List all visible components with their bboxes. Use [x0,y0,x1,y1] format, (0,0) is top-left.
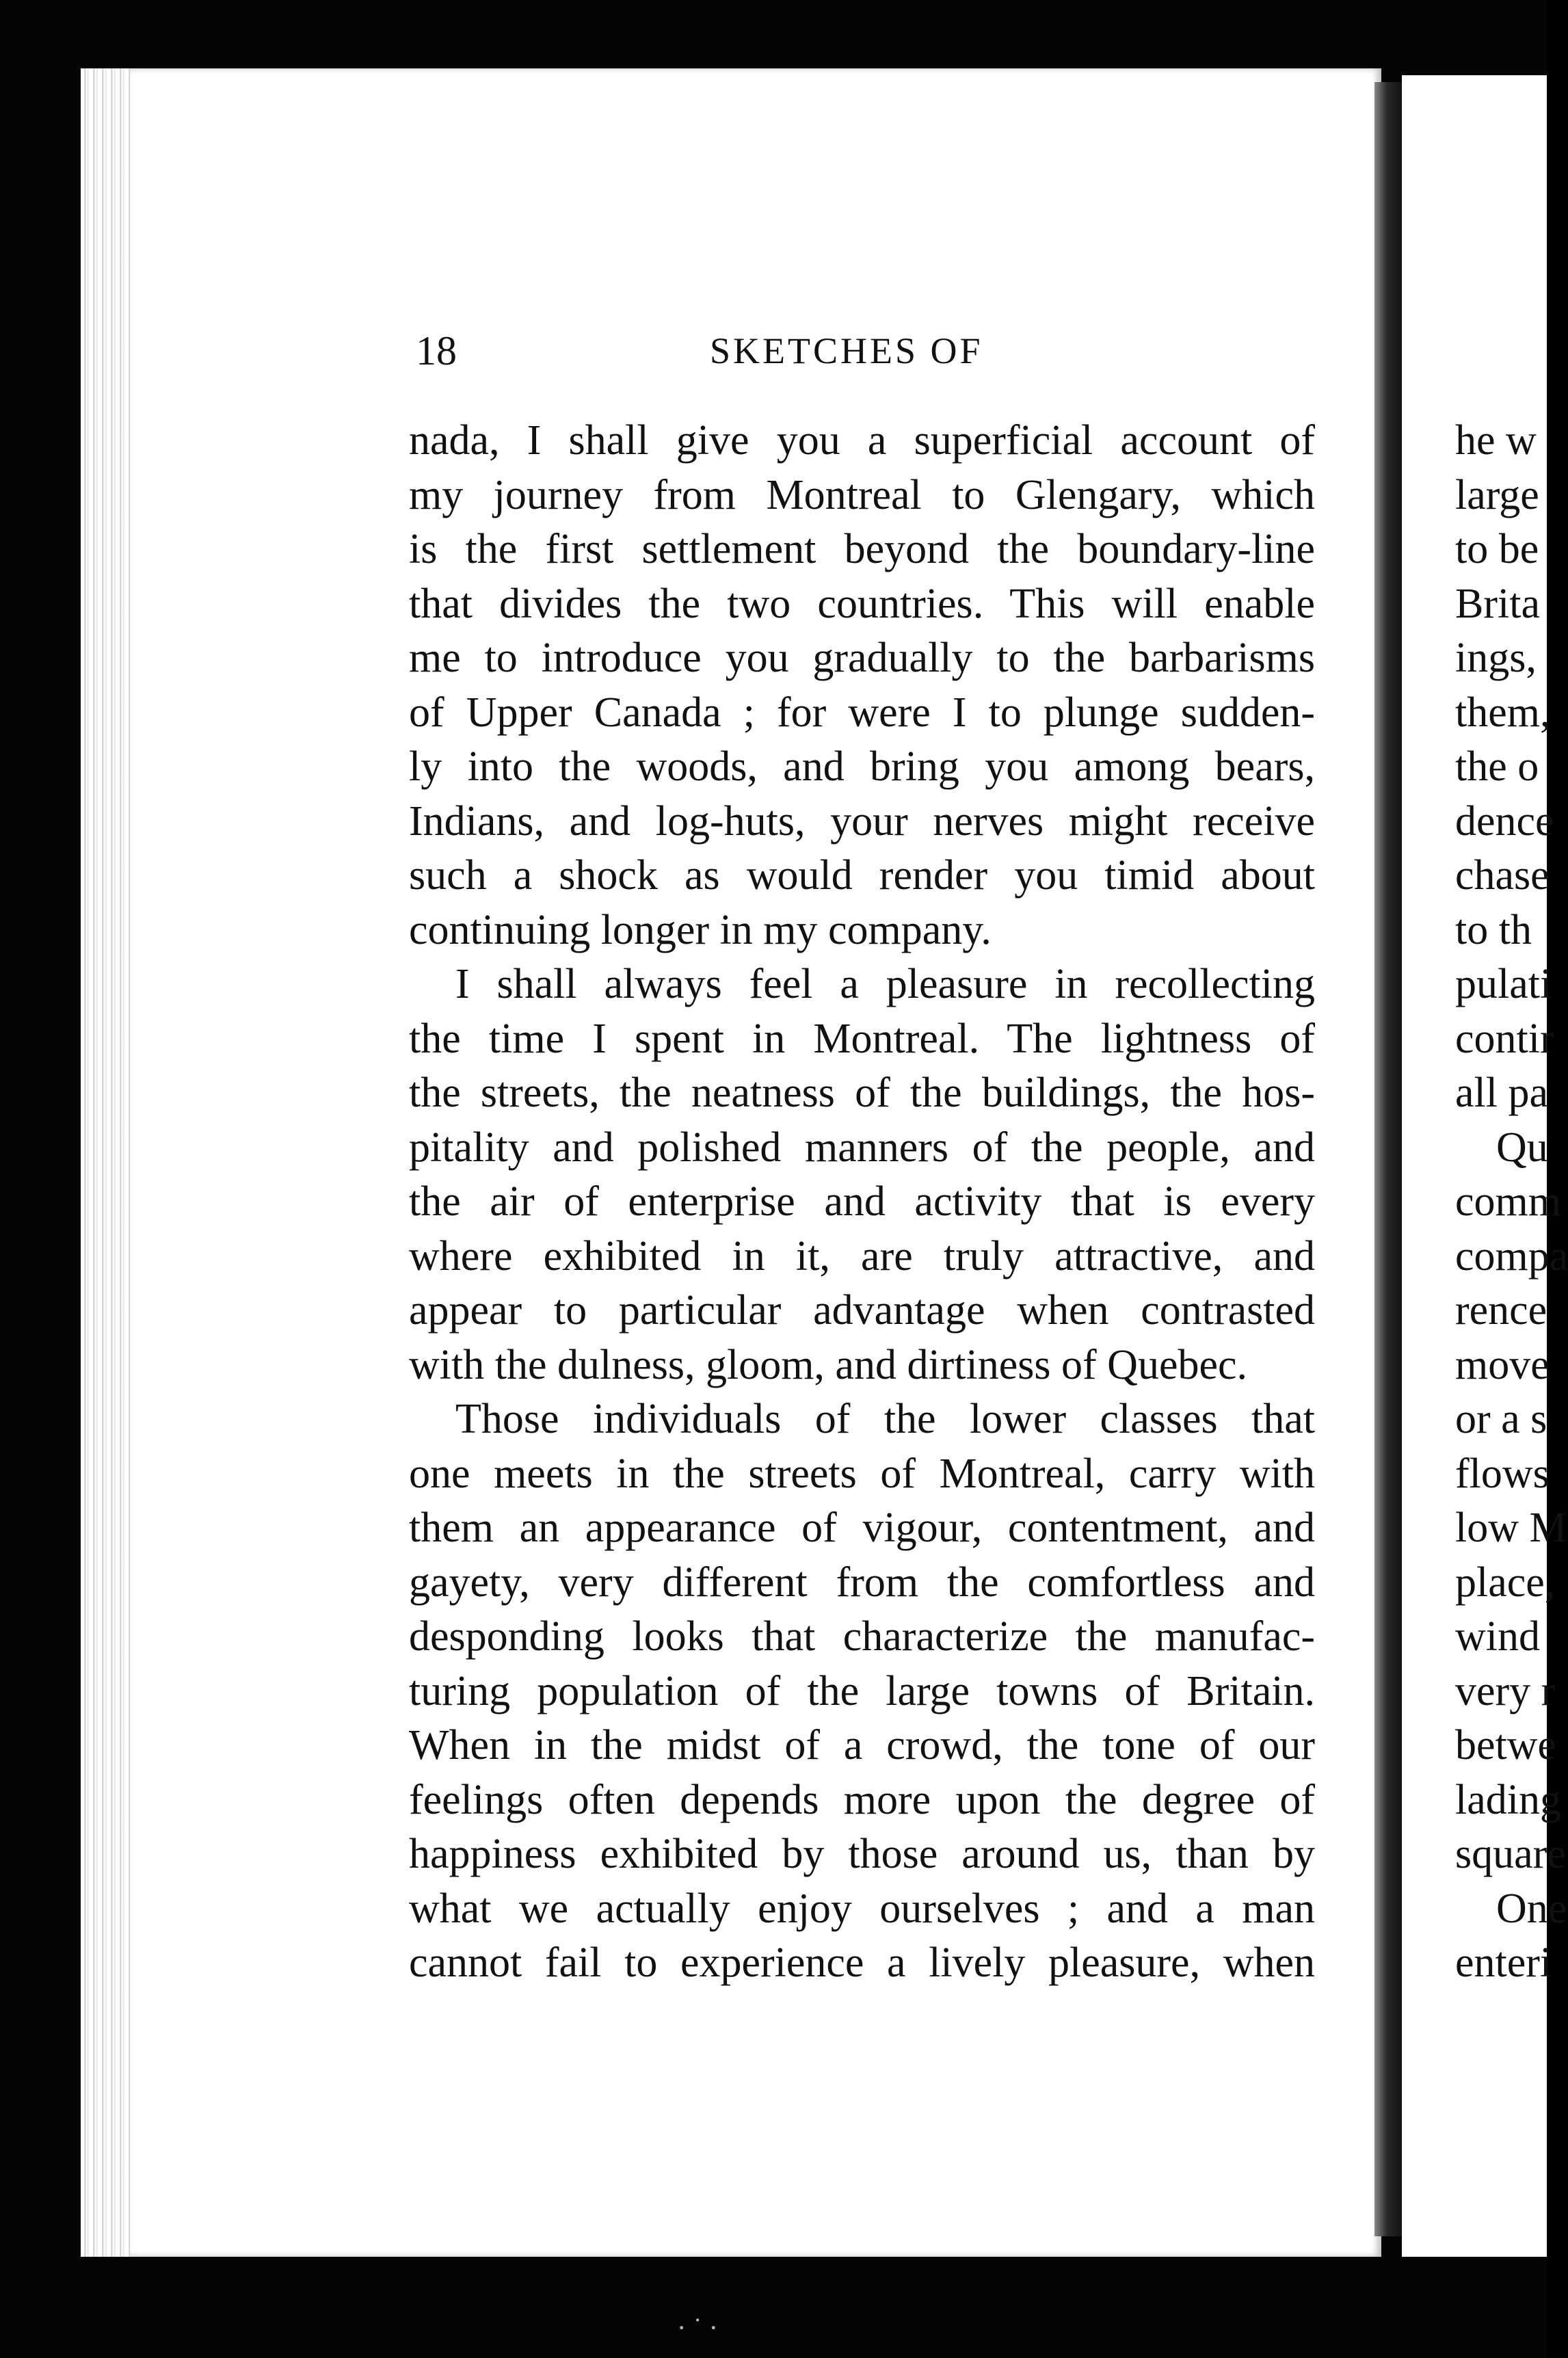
page-edge-stack [81,68,135,2257]
right-page-line-fragment: low M [1455,1505,1567,1551]
right-page-line-fragment: to th [1455,906,1532,953]
book-gutter [1374,82,1402,2236]
text-line: is the first settlement beyond the boundary-line [409,526,1315,572]
text-line: nada, I shall give you a superficial account of [409,417,1315,464]
text-line: my journey from Montreal to Glengary, which [409,471,1315,518]
right-page-line-fragment: One [1496,1885,1567,1932]
text-line: Indians, and log-huts, your nerves might receive [409,797,1315,845]
body-text [409,414,1315,1991]
right-page-line-fragment: wind [1455,1613,1540,1660]
text-line: When in the midst of a crowd, the tone of our [409,1722,1315,1768]
text-line: desponding looks that characterize the manufac- [409,1613,1315,1660]
right-page-line-fragment: square [1455,1831,1566,1877]
right-page-line-fragment: all pa [1455,1070,1548,1116]
text-line: one meets in the streets of Montreal, carry with [409,1450,1315,1497]
text-line: happiness exhibited by those around us, than by [409,1831,1315,1877]
right-page-line-fragment: compa [1455,1232,1568,1280]
scan-specks: · ˙ · [677,2312,718,2343]
right-page-line-fragment: betwe [1455,1722,1557,1768]
text-line: with the dulness, gloom, and dirtiness of Quebec. [409,1341,1248,1388]
text-line: turing population of the large towns of Britain. [409,1667,1315,1714]
page-header [416,327,1313,375]
text-line: what we actually enjoy ourselves ; and a man [409,1885,1315,1932]
right-page-line-fragment: chase [1455,852,1550,899]
text-line: cannot fail to experience a lively pleasure, when [409,1939,1315,1986]
right-page-line-fragment: rence [1455,1287,1547,1334]
text-line: the air of enterprise and activity that is every [409,1178,1315,1225]
right-page-line-fragment: or a s [1455,1396,1547,1442]
text-line: feelings often depends more upon the degree of [409,1776,1315,1823]
right-page-line-fragment: large [1455,471,1539,518]
text-line: ly into the woods, and bring you among bears, [409,743,1315,790]
right-page-line-fragment: flows [1455,1450,1550,1497]
right-page-line-fragment: ings, [1455,635,1537,681]
text-line: the time I spent in Montreal. The lightness of [409,1015,1315,1062]
text-line: such a shock as would render you timid about [409,852,1315,899]
text-line: gayety, very different from the comfortless and [409,1559,1315,1606]
text-line: me to introduce you gradually to the barbarisms [409,635,1315,681]
text-line: pitality and polished manners of the people, and [409,1124,1315,1171]
right-page-line-fragment: the o [1455,743,1539,790]
right-page-line-fragment: Brita [1455,580,1540,627]
right-page-line-fragment: enteri [1455,1939,1552,1986]
text-line: Those individuals of the lower classes that [455,1396,1315,1442]
right-page-line-fragment: pulati [1455,961,1552,1007]
right-page-line-fragment: he w [1455,417,1537,464]
right-page-line-fragment: very r [1455,1667,1556,1714]
text-line: continuing longer in my company. [409,906,992,953]
right-page-line-fragment: lading [1455,1776,1561,1823]
right-page-text [1455,414,1568,1991]
right-page-line-fragment: comm [1455,1178,1561,1225]
text-line: where exhibited in it, are truly attractive, and [409,1232,1315,1280]
text-line: that divides the two countries. This will enable [409,580,1315,627]
right-page-line-fragment: Qu [1496,1124,1548,1171]
text-line: appear to particular advantage when contrasted [409,1287,1315,1334]
right-page-line-fragment: place, [1455,1559,1556,1606]
right-page-line-fragment: them, [1455,689,1551,736]
running-head: SKETCHES OF [710,330,983,371]
text-line: I shall always feel a pleasure in recollecting [455,961,1315,1007]
right-page-line-fragment: to be [1455,526,1539,572]
right-page-line-fragment: move [1455,1341,1550,1388]
text-line: them an appearance of vigour, contentment, and [409,1505,1315,1551]
page-number: 18 [416,328,457,373]
right-page [1402,75,1568,2257]
right-page-line-fragment: contir [1455,1015,1554,1062]
right-page-line-fragment: dence [1455,797,1554,845]
text-line: the streets, the neatness of the buildings, the hos- [409,1070,1315,1116]
text-line: of Upper Canada ; for were I to plunge sudden- [409,689,1315,736]
